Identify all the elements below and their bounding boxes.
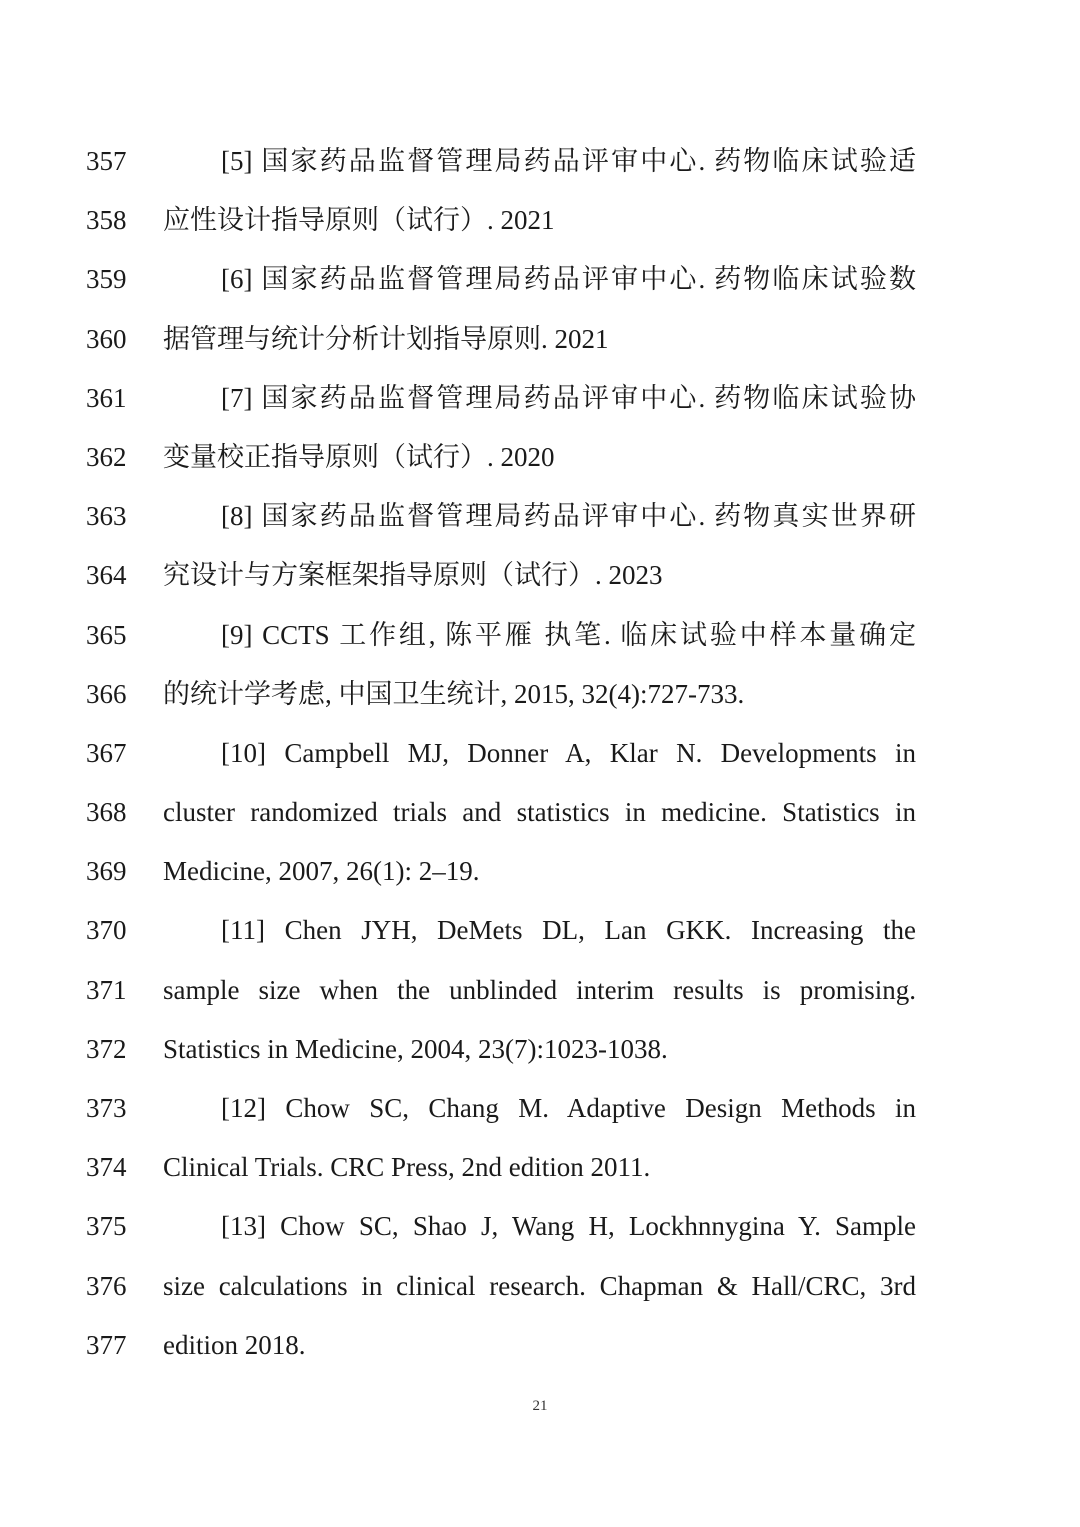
- line-text: [12] Chow SC, Chang M. Adaptive Design Methods in: [221, 1093, 916, 1123]
- document-line: [0, 606, 1080, 665]
- line-text: [13] Chow SC, Shao J, Wang H, Lockhnnygina Y. Sample: [221, 1211, 916, 1242]
- document-line: [0, 961, 1080, 1020]
- document-line: [0, 487, 1080, 546]
- reference-list: [0, 132, 1080, 1375]
- line-text: [6] 国家药品监督管理局药品评审中心. 药物临床试验数: [221, 264, 916, 295]
- line-text: sample size when the unblinded interim results is promising.: [163, 974, 916, 1005]
- line-text: Statistics in Medicine, 2004, 23(7):1023-1038.: [163, 1033, 668, 1064]
- line-number: 369: [86, 856, 127, 887]
- line-number: 357: [86, 146, 127, 176]
- document-line: [0, 783, 1080, 842]
- line-number: 372: [86, 1033, 127, 1064]
- line-number: 368: [86, 797, 127, 828]
- line-number: 367: [86, 737, 127, 768]
- document-line: [0, 724, 1080, 783]
- line-number: 362: [86, 441, 127, 472]
- document-line: [0, 665, 1080, 724]
- line-number: 371: [86, 974, 127, 1005]
- line-number: 364: [86, 560, 127, 591]
- line-number: 375: [86, 1211, 127, 1242]
- line-text: Clinical Trials. CRC Press, 2nd edition 2011.: [163, 1152, 651, 1183]
- document-line: [0, 1197, 1080, 1256]
- line-text: [5] 国家药品监督管理局药品评审中心. 药物临床试验适: [221, 146, 916, 176]
- line-text: cluster randomized trials and statistics in medicine. Statistics in: [163, 797, 916, 828]
- document-line: [0, 310, 1080, 369]
- line-number: 358: [86, 205, 127, 236]
- line-text: 究设计与方案框架指导原则（试行）. 2023: [163, 560, 663, 591]
- line-number: 363: [86, 501, 127, 532]
- line-number: 370: [86, 915, 127, 946]
- line-number: 373: [86, 1093, 127, 1123]
- line-number: 360: [86, 323, 127, 354]
- document-line: [0, 1079, 1080, 1138]
- line-text: [8] 国家药品监督管理局药品评审中心. 药物真实世界研: [221, 501, 916, 532]
- page-number: 21: [532, 1398, 548, 1414]
- line-number: 361: [86, 382, 127, 413]
- line-text: [11] Chen JYH, DeMets DL, Lan GKK. Increasing the: [221, 915, 916, 946]
- line-text: 变量校正指导原则（试行）. 2020: [163, 441, 555, 472]
- line-text: 应性设计指导原则（试行）. 2021: [163, 205, 555, 236]
- document-line: [0, 369, 1080, 428]
- line-number: 366: [86, 678, 127, 709]
- line-number: 359: [86, 264, 127, 295]
- line-number: 365: [86, 619, 127, 650]
- document-line: [0, 1020, 1080, 1079]
- document-line: [0, 901, 1080, 960]
- line-text: edition 2018.: [163, 1329, 306, 1360]
- line-text: [9] CCTS 工作组, 陈平雁 执笔. 临床试验中样本量确定: [221, 619, 916, 650]
- line-text: [10] Campbell MJ, Donner A, Klar N. Developments in: [221, 737, 916, 768]
- line-number: 376: [86, 1270, 127, 1301]
- document-line: [0, 842, 1080, 901]
- line-text: 据管理与统计分析计划指导原则. 2021: [163, 323, 609, 354]
- line-text: [7] 国家药品监督管理局药品评审中心. 药物临床试验协: [221, 382, 916, 413]
- document-line: [0, 191, 1080, 250]
- document-line: [0, 428, 1080, 487]
- line-text: Medicine, 2007, 26(1): 2–19.: [163, 856, 480, 887]
- line-number: 374: [86, 1152, 127, 1183]
- document-line: [0, 1316, 1080, 1375]
- line-text: 的统计学考虑, 中国卫生统计, 2015, 32(4):727-733.: [163, 678, 745, 709]
- document-line: [0, 250, 1080, 309]
- line-text: size calculations in clinical research. Chapman & Hall/CRC, 3rd: [163, 1270, 916, 1301]
- document-line: [0, 1257, 1080, 1316]
- document-line: [0, 1138, 1080, 1197]
- document-line: [0, 132, 1080, 191]
- line-number: 377: [86, 1329, 127, 1360]
- document-line: [0, 546, 1080, 605]
